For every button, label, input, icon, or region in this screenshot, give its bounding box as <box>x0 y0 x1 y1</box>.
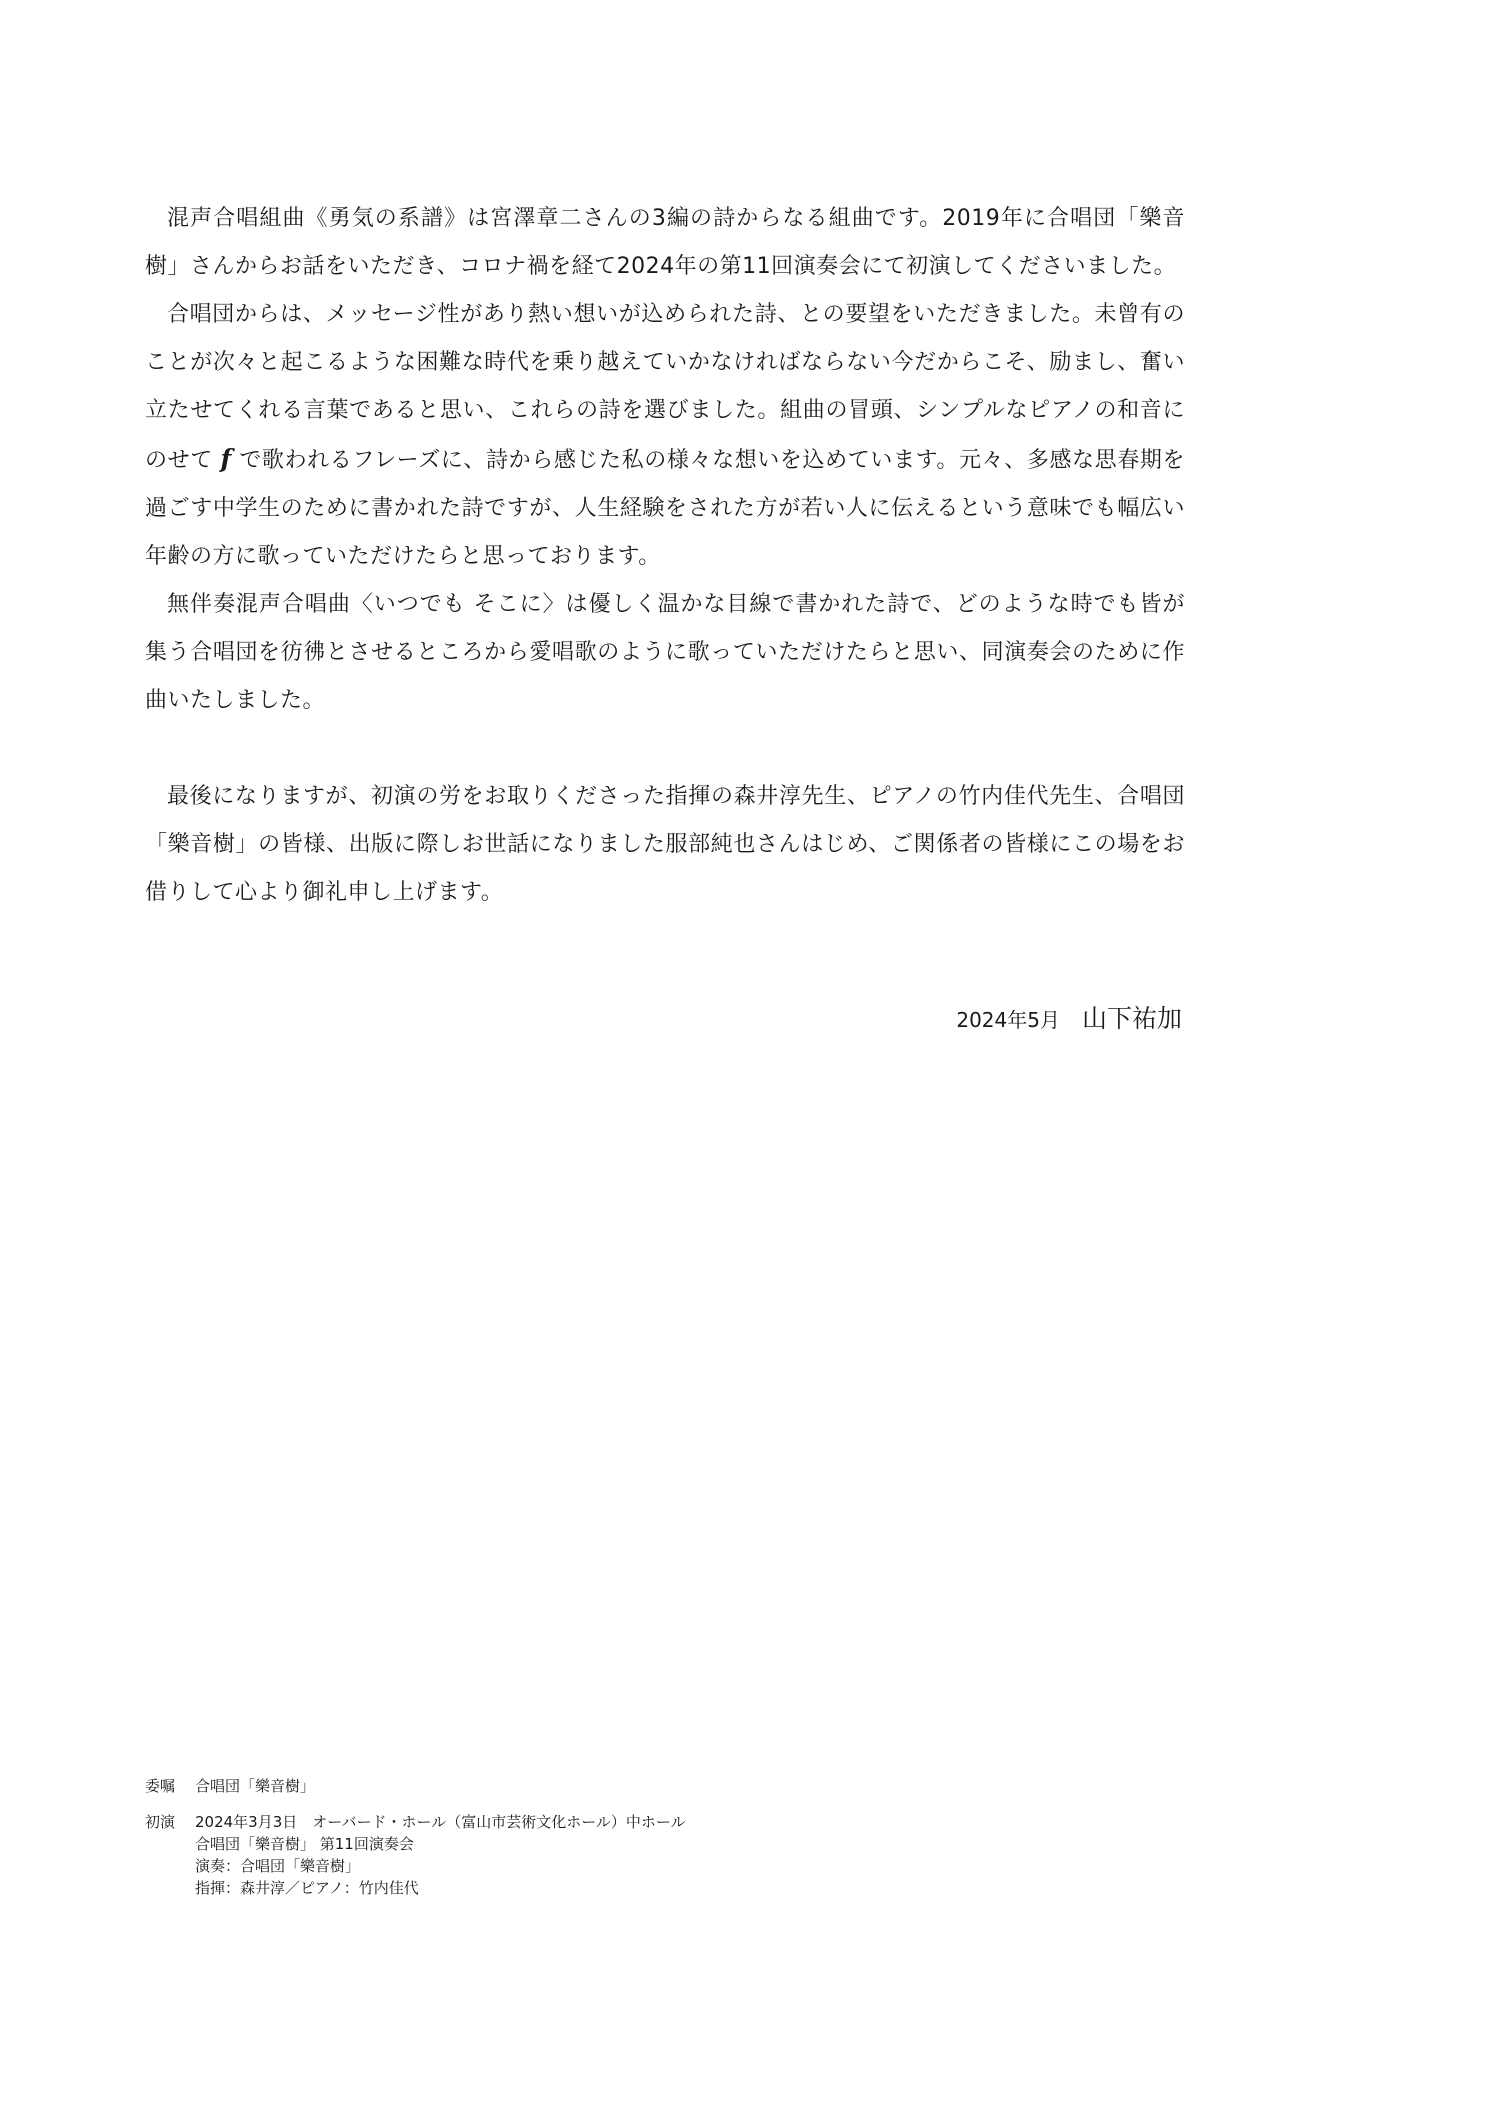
premiere-performer: 演奏：合唱団「樂音樹」 <box>195 1857 361 1875</box>
premiere-date-venue: 2024年3月3日 オーバード・ホール（富山市芸術文化ホール）中ホール <box>195 1813 686 1831</box>
paragraph-4: 最後になりますが、初演の労をお取りくださった指揮の森井淳先生、ピアノの竹内佳代先生、合唱団「樂音樹」の皆様、出版に際しお世話になりました服部純也さんはじめ、ご関係者の皆様にこの場をお借りして心より御礼申し上げます。 <box>145 784 1185 905</box>
premiere-row <box>145 1811 1045 1899</box>
premiere-label: 初演 <box>145 1813 176 1831</box>
credits-block <box>145 1775 1045 1899</box>
signature-date: 2024年5月 <box>956 1008 1060 1032</box>
paragraph-2-part-2: で歌われるフレーズに、詩から感じた私の様々な想いを込めています。元々、多感な思春期を過ごす中学生のために書かれた詩ですが、人生経験をされた方が若い人に伝えるという意味でも幅広い年齢の方に歌っていただけたらと思っております。 <box>145 448 1185 569</box>
commission-label: 委嘱 <box>145 1777 176 1795</box>
paragraph-gap <box>145 725 1185 773</box>
premiere-conductor-pianist: 指揮：森井淳／ピアノ：竹内佳代 <box>195 1879 419 1897</box>
premiere-concert: 合唱団「樂音樹」 第11回演奏会 <box>195 1835 414 1853</box>
signature-author: 山下祐加 <box>1081 1004 1182 1033</box>
commission-row <box>145 1775 1045 1797</box>
premiere-details <box>195 1811 1045 1899</box>
commission-value: 合唱団「樂音樹」 <box>195 1777 316 1795</box>
paragraph-1: 混声合唱組曲《勇気の系譜》は宮澤章二さんの3編の詩からなる組曲です。2019年に合唱団「樂音樹」さんからお話をいただき、コロナ禍を経て2024年の第11回演奏会にて初演してくださいました。 <box>145 206 1185 279</box>
preface-body <box>145 195 1185 917</box>
credits-spacer <box>145 1797 1045 1811</box>
paragraph-3: 無伴奏混声合唱曲〈いつでも そこに〉は優しく温かな目線で書かれた詩で、どのような時でも皆が集う合唱団を彷彿とさせるところから愛唱歌のように歌っていただけたらと思い、同演奏会のために作曲いたしました。 <box>145 592 1185 713</box>
paragraph-2 <box>145 291 1185 581</box>
paragraph-2-part-1: 合唱団からは、メッセージ性があり熱い想いが込められた詩、との要望をいただきました。未曾有のことが次々と起こるような困難な時代を乗り越えていかなければならない今だからこそ、励まし、奮い立たせてくれる言葉であると思い、これらの詩を選びました。組曲の冒頭、シンプルなピアノの和音にのせて <box>145 302 1185 473</box>
forte-dynamic-mark: f <box>220 444 232 473</box>
signature <box>956 995 1182 1045</box>
